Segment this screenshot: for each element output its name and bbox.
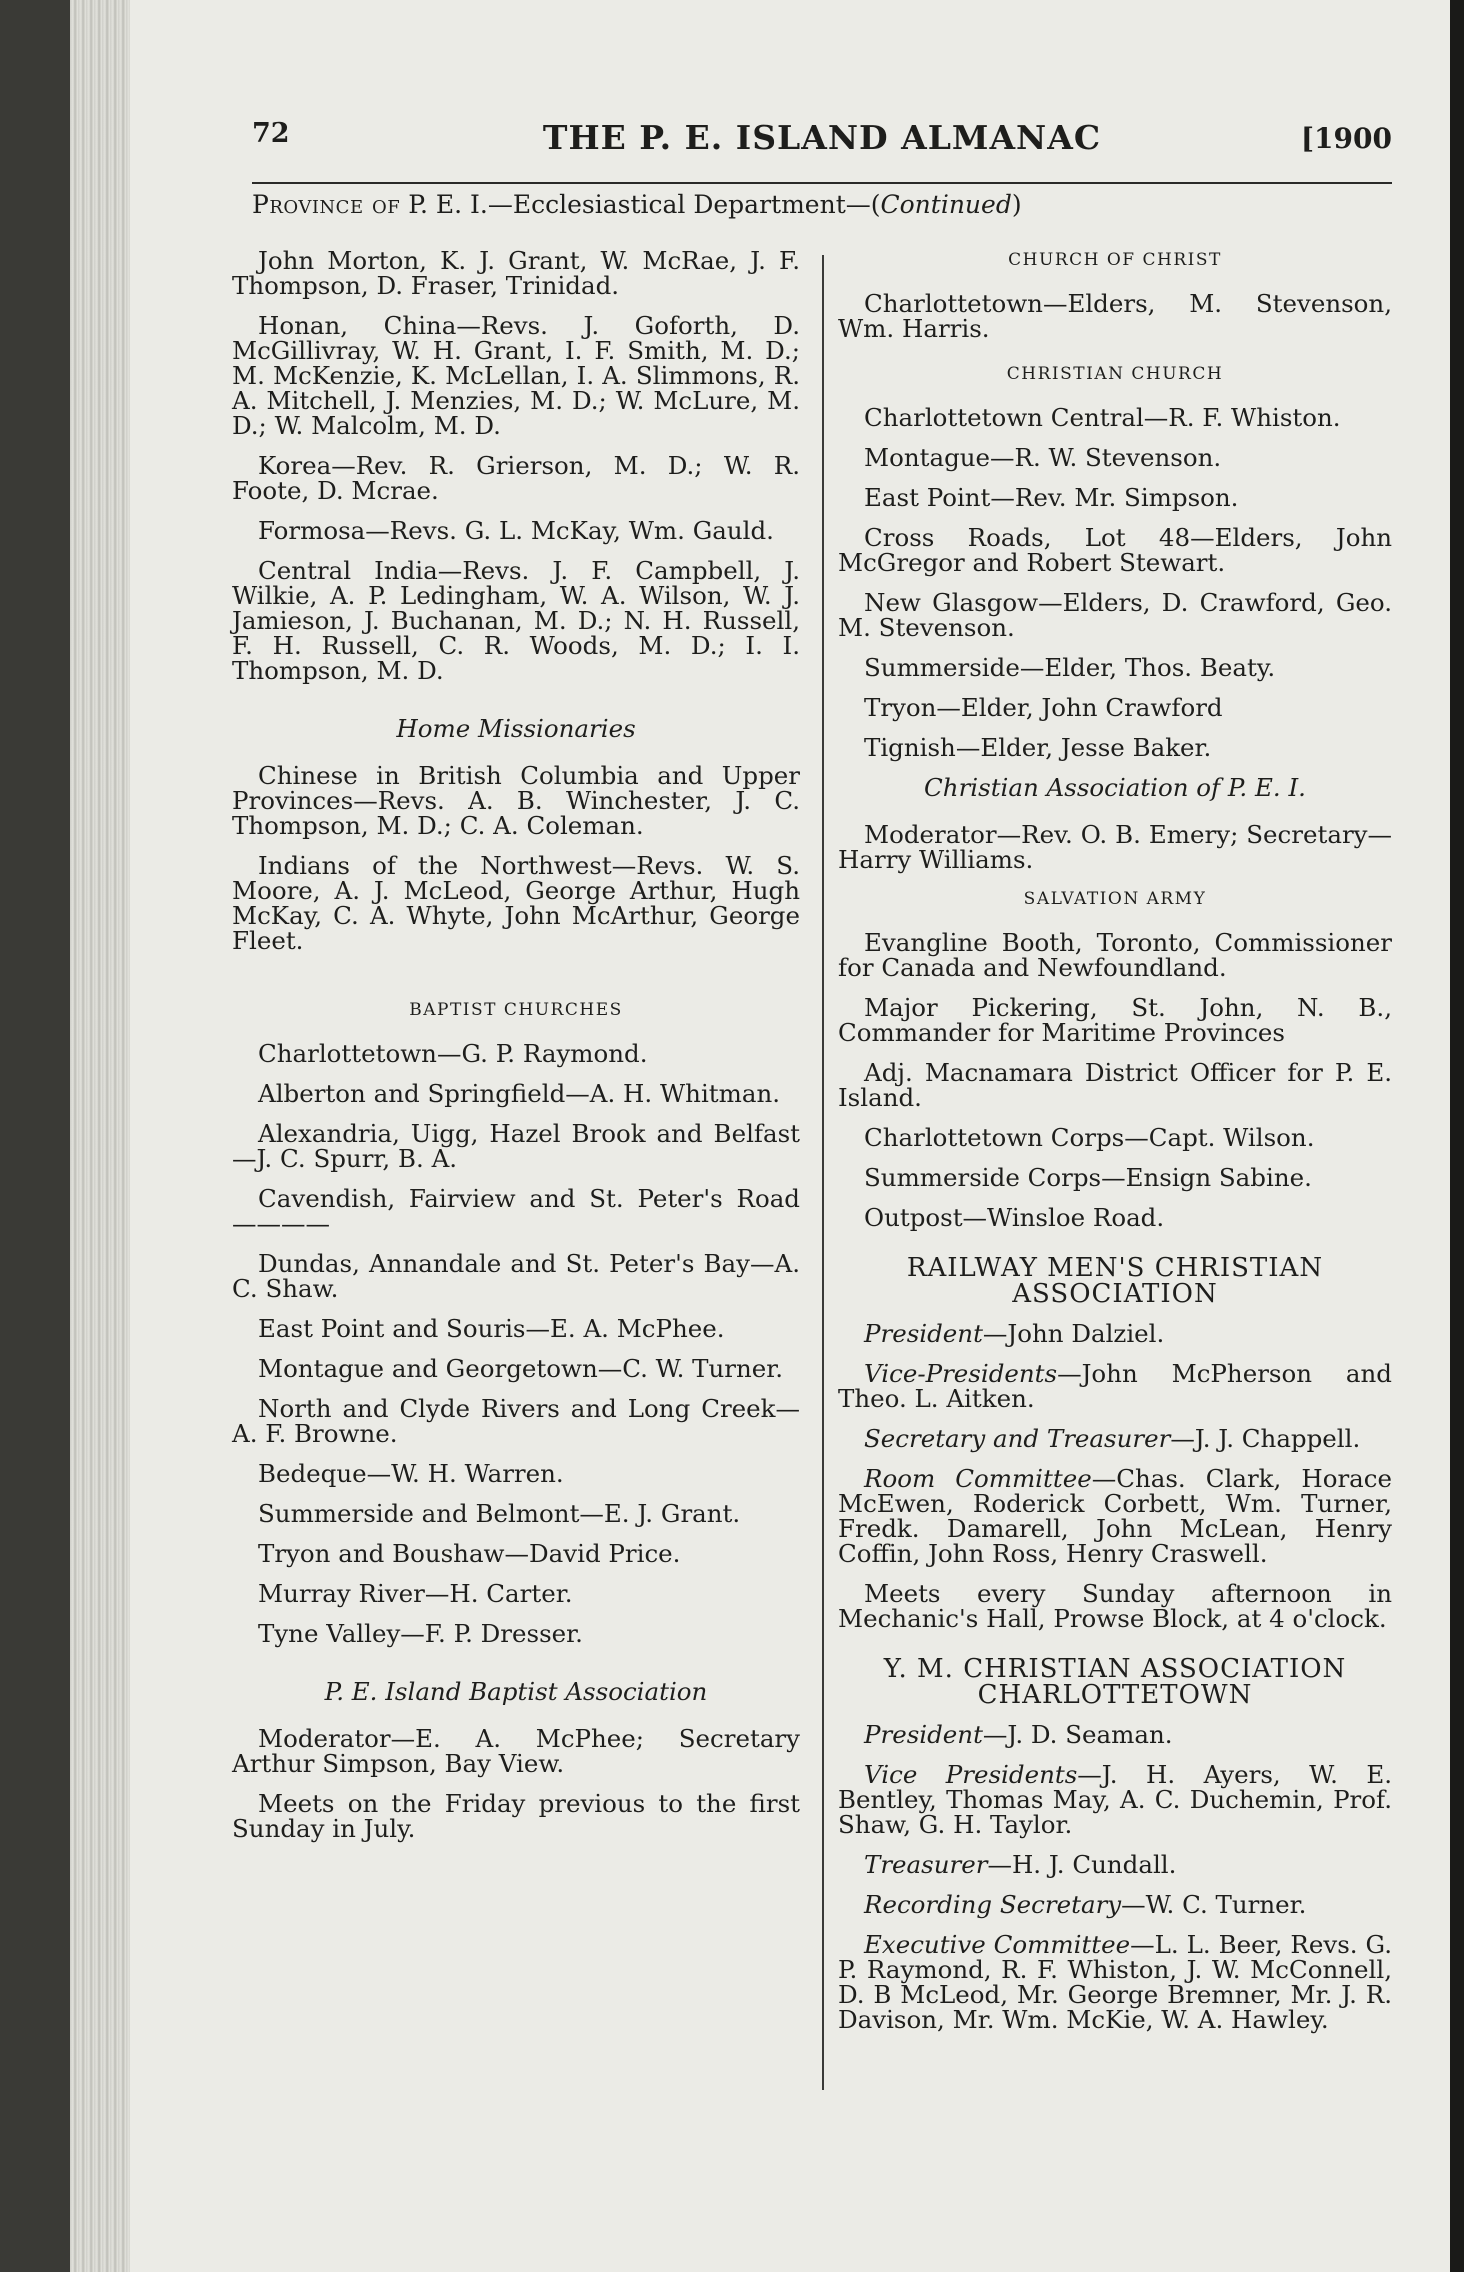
baptist-entry: North and Clyde Rivers and Long Creek—A. F. Browne.	[232, 1394, 800, 1448]
heading-railway-mens-association: RAILWAY MEN'S CHRISTIAN ASSOCIATION	[906, 1253, 1324, 1309]
christian-church-entry: Tignish—Elder, Jesse Baker.	[864, 733, 1212, 762]
heading-ymca: Y. M. CHRISTIAN ASSOCIATION CHARLOTTETOWN	[883, 1654, 1347, 1710]
ymca-treasurer	[838, 1852, 1392, 1877]
entry-formosa: Formosa—Revs. G. L. McKay, Wm. Gauld.	[258, 516, 774, 545]
baptist-entry: Dundas, Annandale and St. Peter's Bay—A. C. Shaw.	[232, 1249, 800, 1303]
baptist-entry: Summerside and Belmont—E. J. Grant.	[258, 1499, 741, 1528]
railway-president	[838, 1321, 1392, 1346]
christian-church-entry: East Point—Rev. Mr. Simpson.	[864, 483, 1239, 512]
entry-trinidad: John Morton, K. J. Grant, W. McRae, J. F. Thompson, D. Fraser, Trinidad.	[232, 246, 800, 300]
salvation-army-entry: Major Pickering, St. John, N. B., Commander for Maritime Provinces	[838, 993, 1392, 1047]
heading-home-missionaries: Home Missionaries	[396, 714, 636, 743]
christian-church-entry: New Glasgow—Elders, D. Crawford, Geo. M. Stevenson.	[838, 588, 1392, 642]
label: President	[864, 1720, 983, 1749]
christian-church-entry: Charlottetown Central—R. F. Whiston.	[864, 403, 1341, 432]
label: Secretary and Treasurer	[864, 1424, 1171, 1453]
heading-salvation-army: SALVATION ARMY	[1023, 889, 1207, 909]
label: Treasurer	[864, 1850, 988, 1879]
baptist-entry: East Point and Souris—E. A. McPhee.	[258, 1314, 725, 1343]
baptist-entry: Tyne Valley—F. P. Dresser.	[258, 1619, 583, 1648]
label: Recording Secretary	[864, 1890, 1122, 1919]
christian-church-entry: Cross Roads, Lot 48—Elders, John McGregor and Robert Stewart.	[838, 523, 1392, 577]
entry-honan: Honan, China—Revs. J. Goforth, D. McGillivray, W. H. Grant, I. F. Smith, M. D.; M. McKenzie, K. McLellan, I. A. Slimmons, R. A. Mitchell, J. Menzies, M. D.; W. McLure, M. D.; W. Malcolm, M. D.	[232, 311, 800, 440]
running-close: )	[1011, 190, 1022, 219]
value: —H. J. Cundall.	[987, 1850, 1177, 1879]
baptist-entry: Tryon and Boushaw—David Price.	[258, 1539, 681, 1568]
page-number: 72	[252, 118, 290, 149]
entry-indians-northwest: Indians of the Northwest—Revs. W. S. Moore, A. J. McLeod, George Arthur, Hugh McKay, C. A. Whyte, John McArthur, George Fleet.	[232, 851, 800, 955]
railway-meets: Meets every Sunday afternoon in Mechanic's Hall, Prowse Block, at 4 o'clock.	[838, 1579, 1392, 1633]
baptist-entry: Alberton and Springfield—A. H. Whitman.	[258, 1079, 781, 1108]
value: —J. J. Chappell.	[1170, 1424, 1361, 1453]
baptist-entry: Alexandria, Uigg, Hazel Brook and Belfast—J. C. Spurr, B. A.	[232, 1119, 800, 1173]
salvation-army-entry: Adj. Macnamara District Officer for P. E. Island.	[838, 1058, 1392, 1112]
header-rule	[252, 182, 1392, 184]
binding-shadow	[1450, 0, 1464, 2272]
entry-central-india: Central India—Revs. J. F. Campbell, J. Wilkie, A. P. Ledingham, W. A. Wilson, W. J. Jamieson, J. Buchanan, M. D.; N. H. Russell, F. H. Russell, C. R. Woods, M. D.; I. I. Thompson, M. D.	[232, 556, 800, 685]
value: —Chas. Clark, Horace McEwen, Roderick Corbett, Wm. Turner, Fredk. Damarell, John McLean, Henry Coffin, John Ross, Henry Craswell.	[838, 1464, 1392, 1568]
label: Room Committee	[864, 1464, 1092, 1493]
baptist-entry: Murray River—H. Carter.	[258, 1579, 573, 1608]
running-prefix: Province of	[252, 190, 401, 219]
heading-christian-association: Christian Association of P. E. I.	[924, 773, 1306, 802]
page-header	[252, 118, 1392, 166]
label: Vice Presidents	[864, 1760, 1078, 1789]
header-year: [1900	[1300, 122, 1392, 155]
ymca-recording-secretary	[838, 1892, 1392, 1917]
running-rest: P. E. I.—Ecclesiastical Department—(	[408, 190, 881, 219]
church-of-christ-entry: Charlottetown—Elders, M. Stevenson, Wm. Harris.	[838, 289, 1392, 343]
heading-christian-church: CHRISTIAN CHURCH	[1006, 364, 1224, 384]
value: —J. H. Ayers, W. E. Bentley, Thomas May, A. C. Duchemin, Prof. Shaw, G. H. Taylor.	[838, 1760, 1393, 1839]
label: Vice-Presidents	[864, 1359, 1058, 1388]
association-moderator: Moderator—E. A. McPhee; Secretary Arthur Simpson, Bay View.	[232, 1724, 800, 1778]
label: Executive Committee	[864, 1930, 1131, 1959]
salvation-army-entry: Summerside Corps—Ensign Sabine.	[864, 1163, 1312, 1192]
right-column	[838, 248, 1392, 2047]
railway-room-committee	[838, 1466, 1392, 1566]
christian-association-entry: Moderator—Rev. O. B. Emery; Secretary—Harry Williams.	[838, 820, 1392, 874]
salvation-army-entry: Charlottetown Corps—Capt. Wilson.	[864, 1123, 1315, 1152]
value: —John Dalziel.	[982, 1319, 1165, 1348]
heading-baptist-association: P. E. Island Baptist Association	[324, 1677, 708, 1706]
ymca-executive-committee	[838, 1932, 1392, 2032]
christian-church-entry: Summerside—Elder, Thos. Beaty.	[864, 653, 1276, 682]
christian-church-entry: Montague—R. W. Stevenson.	[864, 443, 1222, 472]
railway-secretary	[838, 1426, 1392, 1451]
baptist-entry: Montague and Georgetown—C. W. Turner.	[258, 1354, 784, 1383]
value: —John McPherson and Theo. L. Aitken.	[838, 1359, 1392, 1413]
value: —J. D. Seaman.	[982, 1720, 1173, 1749]
heading-baptist-churches: BAPTIST CHURCHES	[409, 1000, 623, 1020]
railway-vice-presidents	[838, 1361, 1392, 1411]
column-divider	[822, 255, 824, 2090]
heading-church-of-christ: CHURCH OF CHRIST	[1008, 250, 1222, 270]
entry-chinese-bc: Chinese in British Columbia and Upper Provinces—Revs. A. B. Winchester, J. C. Thompson, M. D.; C. A. Coleman.	[232, 761, 800, 840]
salvation-army-entry: Outpost—Winsloe Road.	[864, 1203, 1165, 1232]
running-continued: Continued	[880, 190, 1012, 219]
entry-korea: Korea—Rev. R. Grierson, M. D.; W. R. Foote, D. Mcrae.	[232, 451, 800, 505]
value: —W. C. Turner.	[1121, 1890, 1307, 1919]
left-column	[232, 248, 800, 1856]
page-stack-edge	[70, 0, 130, 2272]
baptist-entry: Charlottetown—G. P. Raymond.	[258, 1039, 648, 1068]
running-title: THE P. E. ISLAND ALMANAC	[542, 118, 1102, 157]
ymca-vice-presidents	[838, 1762, 1392, 1837]
christian-church-entry: Tryon—Elder, John Crawford	[864, 693, 1223, 722]
baptist-entry: Bedeque—W. H. Warren.	[258, 1459, 564, 1488]
salvation-army-entry: Evangline Booth, Toronto, Commissioner for Canada and Newfoundland.	[838, 928, 1392, 982]
label: President	[864, 1319, 983, 1348]
association-meets: Meets on the Friday previous to the first Sunday in July.	[232, 1789, 800, 1843]
ymca-president	[838, 1722, 1392, 1747]
section-running-head	[252, 190, 1392, 219]
value: —L. L. Beer, Revs. G. P. Raymond, R. F. Whiston, J. W. McConnell, D. B McLeod, Mr. George Bremner, Mr. J. R. Davison, Mr. Wm. McKie, W. A. Hawley.	[838, 1930, 1392, 2034]
baptist-entry: Cavendish, Fairview and St. Peter's Road————	[232, 1184, 800, 1238]
